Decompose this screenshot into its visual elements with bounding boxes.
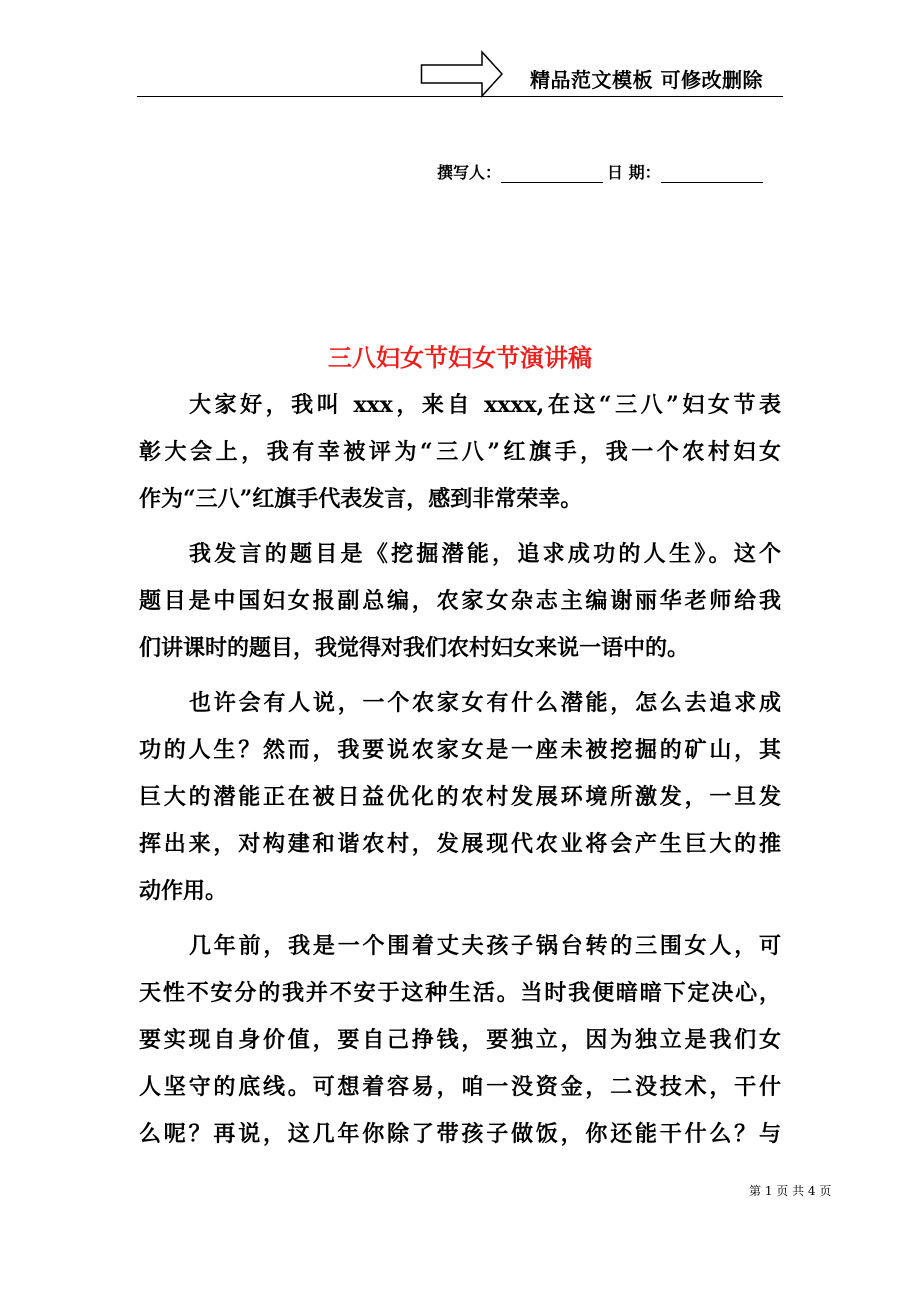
paragraph-line: 人坚守的底线。可想着容易，咱一没资金，二没技术，干什 [139, 1074, 781, 1100]
author-date-row [437, 160, 763, 183]
paragraph-line: 大家好，我叫 xxx，来自 xxxx,在这“三八”妇女节表 [189, 392, 781, 418]
document-title: 三八妇女节妇女节演讲稿 [328, 343, 592, 372]
paragraph-line: 几年前，我是一个围着丈夫孩子锅台转的三围女人，可 [189, 933, 781, 959]
paragraph-line: 彰大会上，我有幸被评为“三八”红旗手，我一个农村妇女 [139, 439, 781, 465]
paragraph-line: 题目是中国妇女报副总编，农家女杂志主编谢丽华老师给我 [139, 588, 781, 614]
paragraph-line: 们讲课时的题目，我觉得对我们农村妇女来说一语中的。 [139, 635, 690, 661]
paragraph-line: 巨大的潜能正在被日益优化的农村发展环境所激发，一旦发 [139, 784, 781, 810]
header-tagline: 精品范文模板 可修改删除 [530, 68, 763, 92]
paragraph-line: 作为“三八”红旗手代表发言，感到非常荣幸。 [139, 486, 583, 512]
date-label: 日 期： [607, 163, 661, 182]
paragraph-line: 功的人生？然而，我要说农家女是一座未被挖掘的矿山，其 [139, 737, 781, 763]
header-rule [137, 96, 783, 97]
author-field[interactable] [501, 164, 603, 183]
paragraph-line: 么呢？再说，这几年你除了带孩子做饭，你还能干什么？与 [139, 1121, 781, 1147]
paragraph-2 [139, 531, 781, 672]
paragraph-line: 我发言的题目是《挖掘潜能，追求成功的人生》。这个 [189, 541, 781, 567]
paragraph-line: 要实现自身价值，要自己挣钱，要独立，因为独立是我们女 [139, 1027, 781, 1053]
date-field[interactable] [661, 164, 763, 183]
paragraph-3 [139, 680, 781, 915]
page-number: 第 1 页 共 4 页 [749, 1184, 832, 1198]
document-body [139, 382, 781, 1166]
paragraph-4 [139, 923, 781, 1158]
paragraph-line: 也许会有人说，一个农家女有什么潜能，怎么去追求成 [189, 690, 781, 716]
author-label: 撰写人： [437, 163, 502, 182]
paragraph-line: 挥出来，对构建和谐农村，发展现代农业将会产生巨大的推 [139, 831, 781, 857]
paragraph-1 [139, 382, 781, 523]
right-arrow-outline-icon [420, 50, 504, 98]
paragraph-line: 动作用。 [139, 878, 228, 904]
paragraph-line: 天性不安分的我并不安于这种生活。当时我便暗暗下定决心， [139, 980, 781, 1006]
